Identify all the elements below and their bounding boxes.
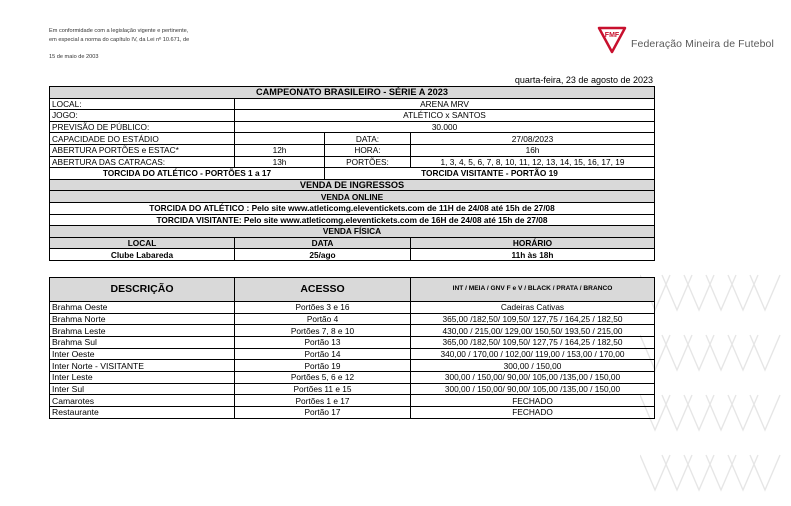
local-label: LOCAL: — [50, 98, 235, 110]
sector-access: Portão 4 — [235, 313, 411, 325]
fisica-horario: 11h às 18h — [411, 249, 655, 261]
publico-value: 30.000 — [235, 121, 655, 133]
table-row — [50, 383, 655, 395]
fmf-logo — [597, 26, 774, 54]
fmf-shield-icon — [597, 26, 627, 54]
sector-name: Brahma Sul — [50, 336, 235, 348]
sector-name: Brahma Oeste — [50, 301, 235, 313]
data-label: DATA: — [325, 133, 411, 145]
logo-name: Federação Mineira de Futebol — [631, 38, 774, 50]
venda-online-title: VENDA ONLINE — [50, 191, 655, 203]
sector-access: Portões 1 e 17 — [235, 395, 411, 407]
capacidade-label: CAPACIDADE DO ESTÁDIO — [50, 133, 235, 145]
capacidade-value — [235, 133, 325, 145]
sector-prices: 340,00 / 170,00 / 102,00/ 119,00 / 153,00 / 170,00 — [411, 348, 655, 360]
sector-access: Portões 3 e 16 — [235, 301, 411, 313]
spacer-row — [50, 260, 655, 277]
sector-prices: FECHADO — [411, 395, 655, 407]
fisica-local: Clube Labareda — [50, 249, 235, 261]
sector-name: Restaurante — [50, 407, 235, 419]
sector-name: Inter Norte - VISITANTE — [50, 360, 235, 372]
table-row — [50, 336, 655, 348]
sector-access: Portões 7, 8 e 10 — [235, 325, 411, 337]
legal-line: em especial a norma do capítulo IV, da Lei nº 10.671, de — [49, 37, 190, 43]
sector-prices: 365,00 /182,50/ 109,50/ 127,75 / 164,25 / 182,50 — [411, 336, 655, 348]
table-row — [50, 372, 655, 384]
hora-label: HORA: — [325, 144, 411, 156]
sector-access: Portão 17 — [235, 407, 411, 419]
logo-abbr: FMF — [604, 32, 620, 39]
prices-header-descricao: DESCRIÇÃO — [50, 277, 235, 301]
match-info-table — [49, 86, 655, 419]
venda-title: VENDA DE INGRESSOS — [50, 179, 655, 191]
jogo-value: ATLÉTICO x SANTOS — [235, 110, 655, 122]
sector-prices: 300,00 / 150,00/ 90,00/ 105,00 /135,00 / 150,00 — [411, 372, 655, 384]
sector-access: Portões 11 e 15 — [235, 383, 411, 395]
sector-name: Inter Oeste — [50, 348, 235, 360]
fisica-header-horario: HORÁRIO — [411, 237, 655, 249]
table-row — [50, 348, 655, 360]
sector-name: Brahma Norte — [50, 313, 235, 325]
hora-value: 16h — [411, 144, 655, 156]
jogo-label: JOGO: — [50, 110, 235, 122]
sector-prices: 300,00 / 150,00/ 90,00/ 105,00 /135,00 / 150,00 — [411, 383, 655, 395]
sector-access: Portões 5, 6 e 12 — [235, 372, 411, 384]
sector-prices: 300,00 / 150,00 — [411, 360, 655, 372]
data-value: 27/08/2023 — [411, 133, 655, 145]
portoes-list-label: PORTÕES: — [325, 156, 411, 168]
sector-access: Portão 19 — [235, 360, 411, 372]
fisica-header-local: LOCAL — [50, 237, 235, 249]
prices-header-acesso: ACESSO — [235, 277, 411, 301]
table-row — [50, 301, 655, 313]
portoes-time: 12h — [235, 144, 325, 156]
table-row — [50, 360, 655, 372]
catracas-time: 13h — [235, 156, 325, 168]
table-row — [50, 407, 655, 419]
portoes-label: ABERTURA PORTÕES e ESTAC* — [50, 144, 235, 156]
local-value: ARENA MRV — [235, 98, 655, 110]
prices-header-valores: INT / MEIA / GNV F e V / BLACK / PRATA / BRANCO — [411, 277, 655, 301]
fisica-data: 25/ago — [235, 249, 411, 261]
sector-name: Brahma Leste — [50, 325, 235, 337]
sector-access: Portão 13 — [235, 336, 411, 348]
publico-label: PREVISÃO DE PÚBLICO: — [50, 121, 235, 133]
sector-name: Inter Sul — [50, 383, 235, 395]
sector-name: Inter Leste — [50, 372, 235, 384]
catracas-label: ABERTURA DAS CATRACAS: — [50, 156, 235, 168]
table-row — [50, 395, 655, 407]
table-row — [50, 313, 655, 325]
legal-notice — [49, 27, 189, 62]
watermark-pattern — [640, 255, 790, 505]
fisica-header-data: DATA — [235, 237, 411, 249]
sector-prices: Cadeiras Cativas — [411, 301, 655, 313]
venda-online-visitante: TORCIDA VISITANTE: Pelo site www.atleticomg.eleventickets.com de 16H de 24/08 até 15h de 27/08 — [50, 214, 655, 226]
venda-fisica-title: VENDA FÍSICA — [50, 226, 655, 238]
legal-line: Em conformidade com a legislação vigente e pertinente, — [49, 28, 189, 34]
sector-prices: 430,00 / 215,00/ 129,00/ 150,50/ 193,50 / 215,00 — [411, 325, 655, 337]
document-date: quarta-feira, 23 de agosto de 2023 — [514, 75, 653, 85]
table-row — [50, 325, 655, 337]
sector-access: Portão 14 — [235, 348, 411, 360]
sector-prices: 365,00 /182,50/ 109,50/ 127,75 / 164,25 / 182,50 — [411, 313, 655, 325]
torcida-atletico: TORCIDA DO ATLÉTICO - PORTÕES 1 a 17 — [50, 168, 325, 180]
sector-prices: FECHADO — [411, 407, 655, 419]
portoes-list-value: 1, 3, 4, 5, 6, 7, 8, 10, 11, 12, 13, 14, 15, 16, 17, 19 — [411, 156, 655, 168]
sector-name: Camarotes — [50, 395, 235, 407]
venda-online-atletico: TORCIDA DO ATLÉTICO : Pelo site www.atleticomg.eleventickets.com de 11H de 24/08 até 15h de 27/08 — [50, 202, 655, 214]
torcida-visitante: TORCIDA VISITANTE - PORTÃO 19 — [325, 168, 655, 180]
legal-line: 15 de maio de 2003 — [49, 54, 99, 60]
championship-title: CAMPEONATO BRASILEIRO - SÉRIE A 2023 — [50, 87, 655, 99]
